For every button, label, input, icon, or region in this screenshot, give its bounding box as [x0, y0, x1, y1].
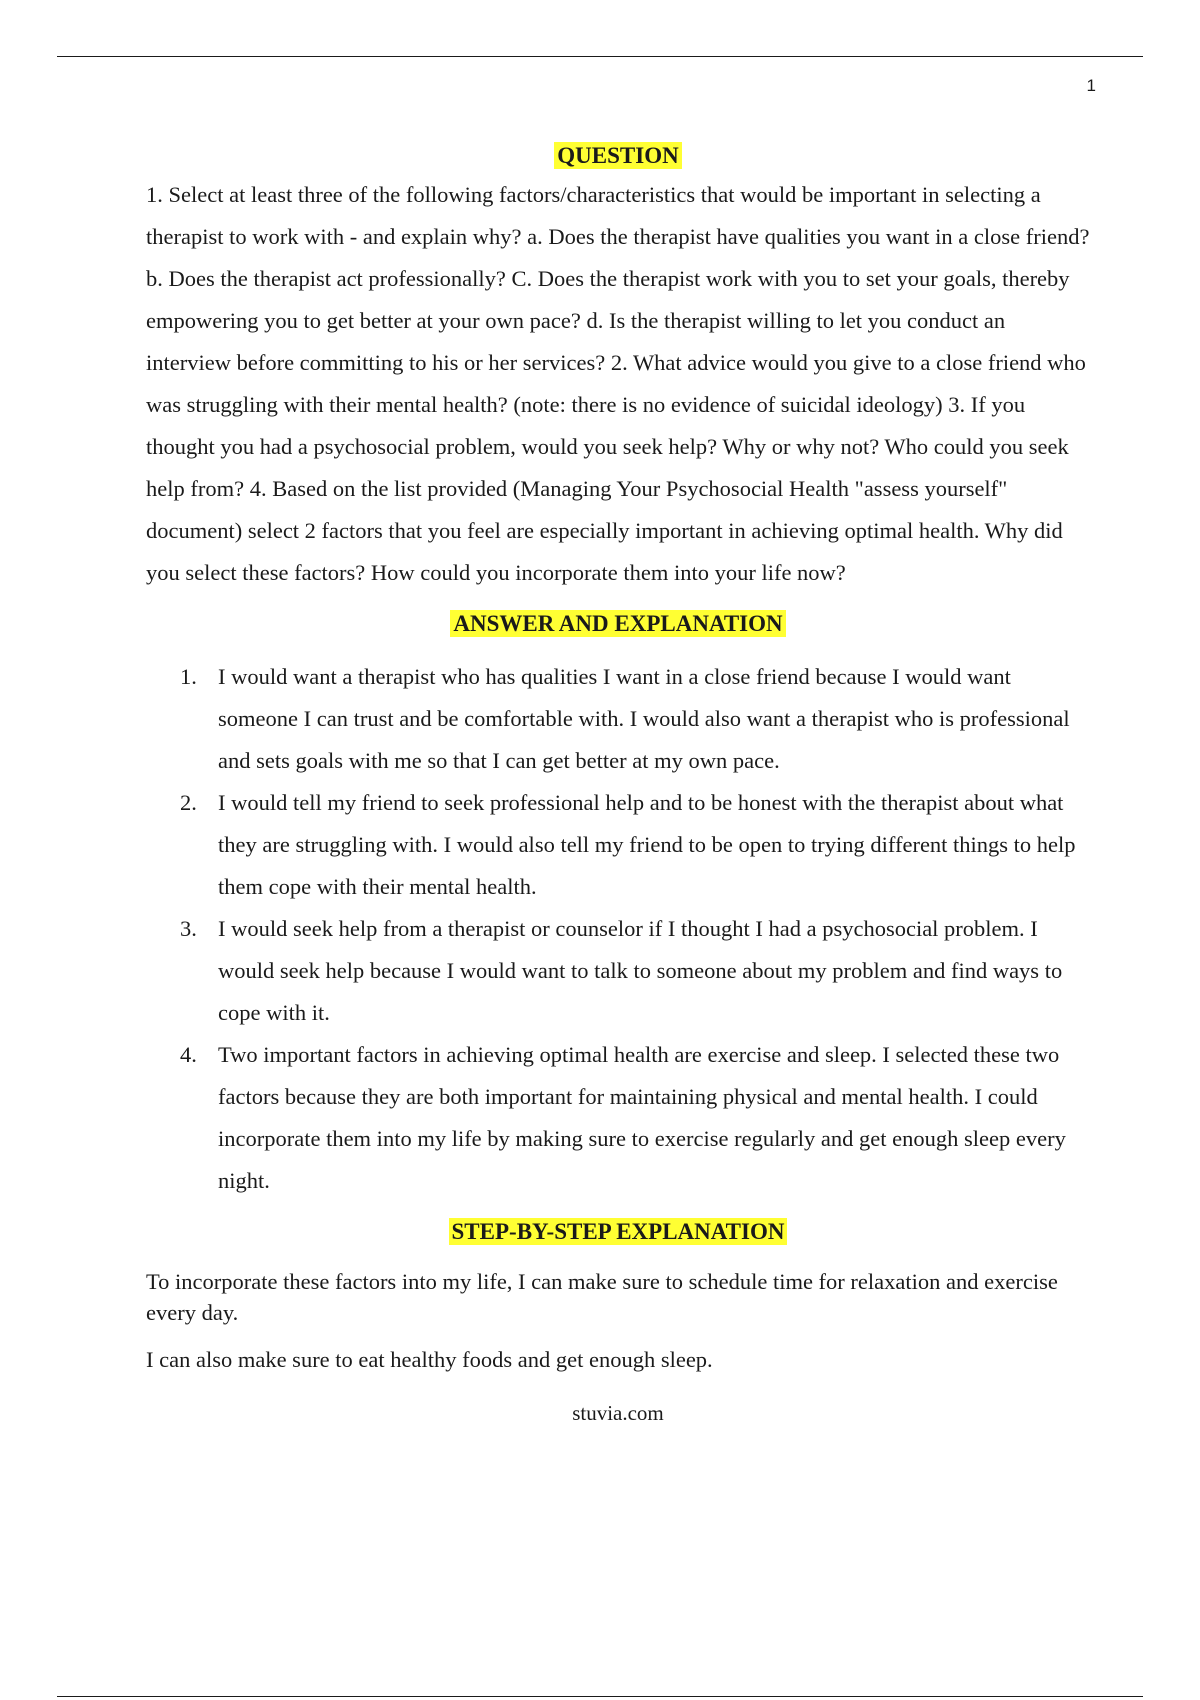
answer-item-number: 4. — [180, 1042, 197, 1067]
answer-heading — [146, 608, 1090, 640]
answer-item-number: 2. — [180, 790, 197, 815]
answer-item-text: I would tell my friend to seek professional help and to be honest with the therapist about what they are struggling with. I would also tell my friend to be open to trying different things to help them cope with their mental health. — [218, 790, 1076, 899]
source-footer: stuvia.com — [572, 1401, 664, 1425]
answer-item — [146, 1034, 1090, 1202]
question-heading-label: QUESTION — [554, 142, 681, 169]
answer-item-text: Two important factors in achieving optimal health are exercise and sleep. I selected these two factors because they are both important for maintaining physical and mental health. I could incorporate them into my life by making sure to exercise regularly and get enough sleep every night. — [218, 1042, 1066, 1193]
question-text: 1. Select at least three of the following factors/characteristics that would be important in selecting a therapist to work with - and explain why? a. Does the therapist have qualities you want in a close friend? b. Does the therapist act professionally? C. Does the therapist work with you to set your goals, thereby empowering you to get better at your own pace? d. Is the therapist willing to let you conduct an interview before committing to his or her services? 2. What advice would you give to a close friend who was struggling with their mental health? (note: there is no evidence of suicidal ideology) 3. If you thought you had a psychosocial problem, would you seek help? Why or why not? Who could you seek help from? 4. Based on the list provided (Managing Your Psychosocial Health "assess yourself" document) select 2 factors that you feel are especially important in achieving optimal health. Why did you select these factors? How could you incorporate them into your life now? — [146, 182, 1090, 585]
question-heading — [146, 140, 1090, 172]
answer-item-number: 3. — [180, 916, 197, 941]
answer-item — [146, 908, 1090, 1034]
steps-heading — [146, 1216, 1090, 1248]
answer-item-text: I would want a therapist who has qualities I want in a close friend because I would want someone I can trust and be comfortable with. I would also want a therapist who is professional and sets goals with me so that I can get better at my own pace. — [218, 664, 1070, 773]
steps-heading-label: STEP-BY-STEP EXPLANATION — [449, 1218, 788, 1245]
answer-list — [146, 656, 1090, 1202]
bottom-rule — [57, 1696, 1143, 1697]
top-rule — [57, 56, 1143, 57]
answer-heading-label: ANSWER AND EXPLANATION — [450, 610, 785, 637]
answer-item — [146, 656, 1090, 782]
document-body — [146, 140, 1090, 1426]
answer-item — [146, 782, 1090, 908]
answer-item-text: I would seek help from a therapist or counselor if I thought I had a psychosocial problem. I would seek help because I would want to talk to someone about my problem and find ways to cope with it. — [218, 916, 1063, 1025]
step-paragraph: To incorporate these factors into my life, I can make sure to schedule time for relaxation and exercise every day. — [146, 1269, 1058, 1325]
answer-item-number: 1. — [180, 664, 197, 689]
step-paragraph: I can also make sure to eat healthy foods and get enough sleep. — [146, 1347, 713, 1372]
page-number: 1 — [1086, 76, 1096, 95]
